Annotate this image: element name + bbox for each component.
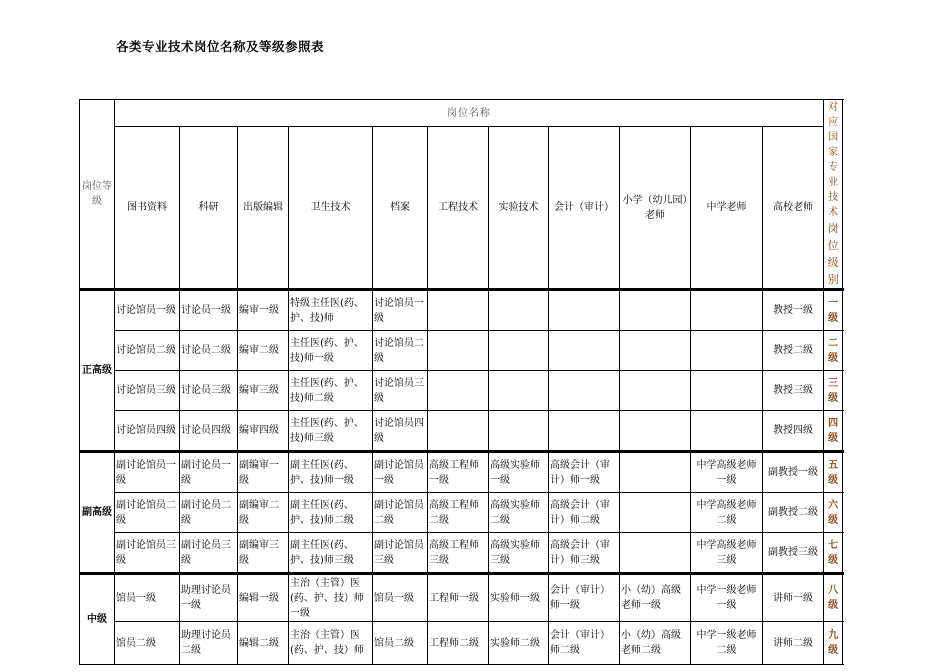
grade-group-label: 副高级 [80, 452, 115, 574]
table-cell: 讨论馆员一级 [115, 290, 180, 331]
national-level-cell: 六级 [824, 493, 843, 533]
table-cell [620, 411, 691, 452]
table-cell: 高级工程师二级 [428, 493, 489, 533]
table-cell: 中学一级老师一级 [691, 574, 763, 622]
table-row [80, 411, 843, 452]
table-cell [620, 290, 691, 331]
table-cell: 编审四级 [238, 411, 289, 452]
position-grade-table [79, 99, 843, 665]
table-cell: 副教授三级 [763, 533, 824, 574]
table-cell [489, 371, 549, 411]
column-header: 卫生技术 [289, 127, 373, 290]
table-cell: 教授二级 [763, 331, 824, 371]
table-cell: 副讨论馆员二级 [373, 493, 428, 533]
national-level-cell: 九级 [824, 622, 843, 665]
table-cell: 中学高级老师一级 [691, 452, 763, 493]
table-cell: 讨论馆员四级 [373, 411, 428, 452]
table-row [80, 622, 843, 665]
table-cell [691, 411, 763, 452]
national-level-header [824, 100, 843, 290]
table-cell: 馆员一级 [373, 574, 428, 622]
table-cell: 实验师一级 [489, 574, 549, 622]
table-cell [620, 331, 691, 371]
table-cell: 中学高级老师二级 [691, 493, 763, 533]
table-cell: 中学一级老师二级 [691, 622, 763, 665]
table-cell [489, 411, 549, 452]
table-cell: 副编审三级 [238, 533, 289, 574]
table-cell [691, 331, 763, 371]
table-cell: 教授一级 [763, 290, 824, 331]
national-level-cell: 二级 [824, 331, 843, 371]
national-level-cell: 三级 [824, 371, 843, 411]
table-row [80, 533, 843, 574]
national-level-cell: 八级 [824, 574, 843, 622]
table-cell: 高级会计（审计）师一级 [549, 452, 620, 493]
table-cell: 编审二级 [238, 331, 289, 371]
national-level-cell: 四级 [824, 411, 843, 452]
table-cell: 讨论员四级 [180, 411, 238, 452]
column-header: 科研 [180, 127, 238, 290]
table-cell: 讨论员二级 [180, 331, 238, 371]
table-cell: 教授四级 [763, 411, 824, 452]
table-cell: 编审一级 [238, 290, 289, 331]
table-cell: 讨论馆员四级 [115, 411, 180, 452]
table-cell: 副讨论馆员三级 [115, 533, 180, 574]
table-row [80, 371, 843, 411]
column-header: 工程技术 [428, 127, 489, 290]
grade-group-label: 中级 [80, 574, 115, 665]
table-cell [691, 371, 763, 411]
table-cell: 讲师一级 [763, 574, 824, 622]
document-title: 各类专业技术岗位名称及等级参照表 [116, 39, 325, 54]
column-group-header: 岗位名称 [115, 100, 824, 127]
national-level-header-main: 对应国家专业技术 [828, 102, 839, 218]
table-cell: 特级主任医(药、护、技)师 [289, 290, 373, 331]
national-level-cell: 五级 [824, 452, 843, 493]
table-cell [620, 452, 691, 493]
table-cell: 讲师二级 [763, 622, 824, 665]
table-cell: 主任医(药、护、技)师三级 [289, 411, 373, 452]
table-cell: 讨论馆员二级 [115, 331, 180, 371]
table-cell: 中学高级老师三级 [691, 533, 763, 574]
table-cell [549, 290, 620, 331]
column-header: 实验技术 [489, 127, 549, 290]
column-header: 档案 [373, 127, 428, 290]
table-cell: 副教授一级 [763, 452, 824, 493]
table-cell: 副编审二级 [238, 493, 289, 533]
table-cell: 主治（主管）医(药、护、技）师一级 [289, 574, 373, 622]
table-cell: 讨论馆员二级 [373, 331, 428, 371]
table-cell: 讨论员一级 [180, 290, 238, 331]
table-cell [428, 371, 489, 411]
table-cell: 小（幼）高级老师一级 [620, 574, 691, 622]
table-cell [620, 533, 691, 574]
table-cell [489, 331, 549, 371]
table-cell [620, 493, 691, 533]
table-cell: 高级会计（审计）师二级 [549, 493, 620, 533]
national-level-header-sub: 岗位级别 [827, 222, 839, 286]
table-cell [428, 331, 489, 371]
table-cell [549, 331, 620, 371]
table-cell [489, 290, 549, 331]
column-header: 出版编辑 [238, 127, 289, 290]
table-cell: 高级实验师一级 [489, 452, 549, 493]
table-cell: 讨论馆员三级 [373, 371, 428, 411]
table-cell: 主任医(药、护、技)师二级 [289, 371, 373, 411]
table-cell: 馆员二级 [373, 622, 428, 665]
table-cell: 高级实验师三级 [489, 533, 549, 574]
table-cell: 副讨论馆员二级 [115, 493, 180, 533]
national-level-cell: 一级 [824, 290, 843, 331]
table-cell: 副讨论馆员三级 [373, 533, 428, 574]
column-header: 高校老师 [763, 127, 824, 290]
table-row [80, 331, 843, 371]
table-cell: 副讨论员二级 [180, 493, 238, 533]
table-row [80, 452, 843, 493]
table-cell: 副讨论员三级 [180, 533, 238, 574]
table-cell: 讨论员三级 [180, 371, 238, 411]
table-cell: 助理讨论员一级 [180, 574, 238, 622]
table-cell [549, 371, 620, 411]
table-cell: 副主任医(药、护、技)师三级 [289, 533, 373, 574]
table-cell: 工程师一级 [428, 574, 489, 622]
table-cell: 工程师二级 [428, 622, 489, 665]
table-row [80, 574, 843, 622]
table-cell: 助理讨论员二级 [180, 622, 238, 665]
grade-group-label: 正高级 [80, 290, 115, 452]
row-group-header: 岗位等级 [80, 100, 115, 290]
table-cell: 编辑二级 [238, 622, 289, 665]
table-cell: 副主任医(药、护、技)师一级 [289, 452, 373, 493]
table-cell: 馆员一级 [115, 574, 180, 622]
table-cell: 副讨论员一级 [180, 452, 238, 493]
table-cell: 副讨论馆员一级 [115, 452, 180, 493]
table-cell: 副编审一级 [238, 452, 289, 493]
table-cell: 会计（审计）师二级 [549, 622, 620, 665]
national-level-cell: 七级 [824, 533, 843, 574]
table-row [80, 493, 843, 533]
table-cell: 高级会计（审计）师三级 [549, 533, 620, 574]
table-cell [620, 371, 691, 411]
column-header: 小学（幼儿园）老师 [620, 127, 691, 290]
table-cell: 小（幼）高级老师二级 [620, 622, 691, 665]
table-cell [549, 411, 620, 452]
column-header: 会计（审计） [549, 127, 620, 290]
table-cell: 高级工程师一级 [428, 452, 489, 493]
table-cell: 编辑一级 [238, 574, 289, 622]
table-cell: 副主任医(药、护、技)师二级 [289, 493, 373, 533]
table-cell [428, 411, 489, 452]
table-cell: 教授三级 [763, 371, 824, 411]
table-cell: 副讨论馆员一级 [373, 452, 428, 493]
table-cell: 高级工程师三级 [428, 533, 489, 574]
table-cell: 主治（主管）医(药、护、技）师 [289, 622, 373, 665]
table-cell: 会计（审计）师一级 [549, 574, 620, 622]
table-row [80, 290, 843, 331]
table-cell: 讨论馆员一级 [373, 290, 428, 331]
table-cell: 实验师二级 [489, 622, 549, 665]
column-header: 中学老师 [691, 127, 763, 290]
column-header: 图书资料 [115, 127, 180, 290]
table-cell [428, 290, 489, 331]
table-cell: 副教授二级 [763, 493, 824, 533]
table-cell: 主任医(药、护、技)师一级 [289, 331, 373, 371]
table-cell: 讨论馆员三级 [115, 371, 180, 411]
table-cell: 馆员二级 [115, 622, 180, 665]
table-cell: 高级实验师二级 [489, 493, 549, 533]
table-cell [691, 290, 763, 331]
table-cell: 编审三级 [238, 371, 289, 411]
